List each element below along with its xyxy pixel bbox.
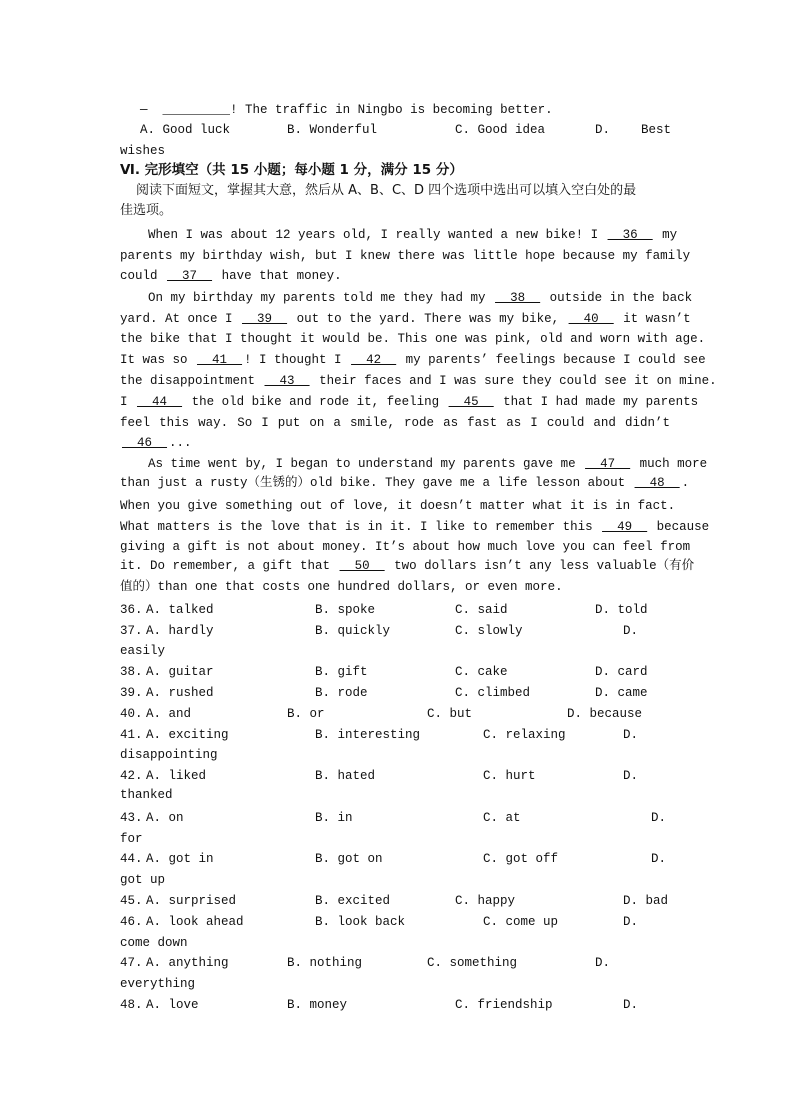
option-d: D. told xyxy=(595,603,648,617)
option-b: B. spoke xyxy=(315,603,376,617)
option-c: C. come up xyxy=(483,915,559,929)
dash: — xyxy=(140,103,148,117)
passage-line: the disappointment __43__ their faces and I was sure they could see it on mine. xyxy=(120,371,670,391)
blank-49: __49__ xyxy=(602,520,648,534)
option-number: 46. xyxy=(120,915,143,929)
option-number: 39. xyxy=(120,686,143,700)
option-a: A. liked xyxy=(146,769,207,783)
section-instruction-line-2: 佳选项。 xyxy=(120,203,173,218)
blank-37: __37__ xyxy=(167,269,213,283)
passage-line: it. Do remember, a gift that __50__ two dollars isn’t any less valuable（有价 xyxy=(120,556,670,576)
blank-45: __45__ xyxy=(448,395,494,409)
passage-line: parents my birthday wish, but I knew there was little hope because my family xyxy=(120,249,691,263)
passage-line: 值的）than one that costs one hundred dollars, or even more. xyxy=(120,580,563,594)
q35-text: ! The traffic in Ningbo is becoming better. xyxy=(230,103,553,117)
option-a: A. exciting xyxy=(146,728,229,742)
option-d-wrapped-text: thanked xyxy=(120,788,173,802)
option-number: 42. xyxy=(120,769,143,783)
option-b: B. in xyxy=(315,811,353,825)
passage-line: What matters is the love that is in it. I like to remember this __49__ because xyxy=(120,517,670,537)
blank-48: __48__ xyxy=(634,476,680,490)
option-number: 41. xyxy=(120,728,143,742)
option-b: B. interesting xyxy=(315,728,421,742)
passage-line: giving a gift is not about money. It’s about how much love you can feel from xyxy=(120,540,691,554)
option-number: 45. xyxy=(120,894,143,908)
option-c: C. climbed xyxy=(455,686,531,700)
option-number: 37. xyxy=(120,624,143,638)
option-b: B. gift xyxy=(315,665,368,679)
option-a: A. got in xyxy=(146,852,214,866)
q35-option-c: C. Good idea xyxy=(455,123,546,137)
option-d-wrapped-text: easily xyxy=(120,644,166,658)
option-number: 44. xyxy=(120,852,143,866)
section-instruction-line-1: 阅读下面短文，掌握其大意，然后从 A、B、C、D 四个选项中选出可以填入空白处的最 xyxy=(136,183,637,198)
blank-47: __47__ xyxy=(585,457,631,471)
passage-line: feel this way. So I put on a smile, rode as fast as I could and didn’t xyxy=(120,416,670,430)
option-c: C. got off xyxy=(483,852,559,866)
option-c: C. something xyxy=(427,956,518,970)
passage-line: the bike that I thought it would be. This one was pink, old and worn with age. xyxy=(120,332,706,346)
q35-option-d-text: Best xyxy=(641,123,672,137)
q35-option-d-wrap: wishes xyxy=(120,144,166,158)
blank-39: __39__ xyxy=(242,312,288,326)
passage-line: It was so __41__ ! I thought I __42__ my parents’ feelings because I could see xyxy=(120,350,670,370)
option-d-wrapped-text: for xyxy=(120,832,143,846)
option-number: 38. xyxy=(120,665,143,679)
option-a: A. rushed xyxy=(146,686,214,700)
option-d: D. xyxy=(623,769,639,783)
option-d: D. xyxy=(651,811,667,825)
blank-44: __44__ xyxy=(137,395,183,409)
option-d: D. because xyxy=(567,707,643,721)
q35-option-a: A. Good luck xyxy=(140,123,231,137)
option-d: D. xyxy=(623,998,639,1012)
passage-line: could __37__ have that money. xyxy=(120,266,670,286)
option-d: D. xyxy=(651,852,667,866)
blank-38: __38__ xyxy=(495,291,541,305)
blank-46: __46__ xyxy=(122,436,168,450)
option-a: A. look ahead xyxy=(146,915,244,929)
option-c: C. but xyxy=(427,707,473,721)
option-b: B. hated xyxy=(315,769,376,783)
option-b: B. look back xyxy=(315,915,406,929)
option-a: A. surprised xyxy=(146,894,237,908)
passage-line: __46__ ... xyxy=(120,433,670,453)
passage-line: As time went by, I began to understand my parents gave me __47__ much more xyxy=(148,454,670,474)
question-35-stem xyxy=(140,100,670,120)
option-c: C. hurt xyxy=(483,769,536,783)
option-number: 36. xyxy=(120,603,143,617)
passage-line: On my birthday my parents told me they had my __38__ outside in the back xyxy=(148,288,670,308)
option-d: D. bad xyxy=(623,894,669,908)
passage-line: When you give something out of love, it doesn’t matter what it is in fact. xyxy=(120,499,676,513)
section-title: Ⅵ. 完形填空（共 15 小题；每小题 1 分，满分 15 分） xyxy=(120,162,463,178)
option-d-wrapped-text: everything xyxy=(120,977,196,991)
option-d: D. came xyxy=(595,686,648,700)
option-c: C. cake xyxy=(455,665,508,679)
option-b: B. nothing xyxy=(287,956,363,970)
option-d: D. xyxy=(623,728,639,742)
answer-blank: _________ xyxy=(162,103,231,117)
option-a: A. on xyxy=(146,811,184,825)
option-c: C. at xyxy=(483,811,521,825)
option-number: 40. xyxy=(120,707,143,721)
option-number: 47. xyxy=(120,956,143,970)
option-a: A. and xyxy=(146,707,192,721)
option-number: 48. xyxy=(120,998,143,1012)
blank-42: __42__ xyxy=(351,353,397,367)
option-b: B. or xyxy=(287,707,325,721)
option-d: D. xyxy=(623,915,639,929)
option-d: D. xyxy=(623,624,639,638)
blank-50: __50__ xyxy=(339,559,385,573)
passage-line: than just a rusty（生锈的）old bike. They gave me a life lesson about __48__ . xyxy=(120,473,670,493)
q35-option-d: D. xyxy=(595,123,611,137)
option-c: C. relaxing xyxy=(483,728,566,742)
passage-line: When I was about 12 years old, I really wanted a new bike! I __36__ my xyxy=(148,225,670,245)
passage-line: I __44__ the old bike and rode it, feeling __45__ that I had made my parents xyxy=(120,392,670,412)
option-a: A. talked xyxy=(146,603,214,617)
option-d: D. xyxy=(595,956,611,970)
option-c: C. friendship xyxy=(455,998,553,1012)
option-a: A. hardly xyxy=(146,624,214,638)
passage-line: yard. At once I __39__ out to the yard. There was my bike, __40__ it wasn’t xyxy=(120,309,670,329)
option-d-wrapped-text: got up xyxy=(120,873,166,887)
option-b: B. got on xyxy=(315,852,383,866)
option-c: C. said xyxy=(455,603,508,617)
option-c: C. happy xyxy=(455,894,516,908)
option-number: 43. xyxy=(120,811,143,825)
option-d-wrapped-text: come down xyxy=(120,936,188,950)
option-a: A. love xyxy=(146,998,199,1012)
option-a: A. guitar xyxy=(146,665,214,679)
blank-41: __41__ xyxy=(197,353,243,367)
q35-option-b: B. Wonderful xyxy=(287,123,378,137)
option-b: B. money xyxy=(287,998,348,1012)
option-b: B. rode xyxy=(315,686,368,700)
option-d-wrapped-text: disappointing xyxy=(120,748,218,762)
option-a: A. anything xyxy=(146,956,229,970)
option-b: B. excited xyxy=(315,894,391,908)
blank-40: __40__ xyxy=(568,312,614,326)
option-b: B. quickly xyxy=(315,624,391,638)
option-d: D. card xyxy=(595,665,648,679)
blank-43: __43__ xyxy=(264,374,310,388)
blank-36: __36__ xyxy=(607,228,653,242)
option-c: C. slowly xyxy=(455,624,523,638)
